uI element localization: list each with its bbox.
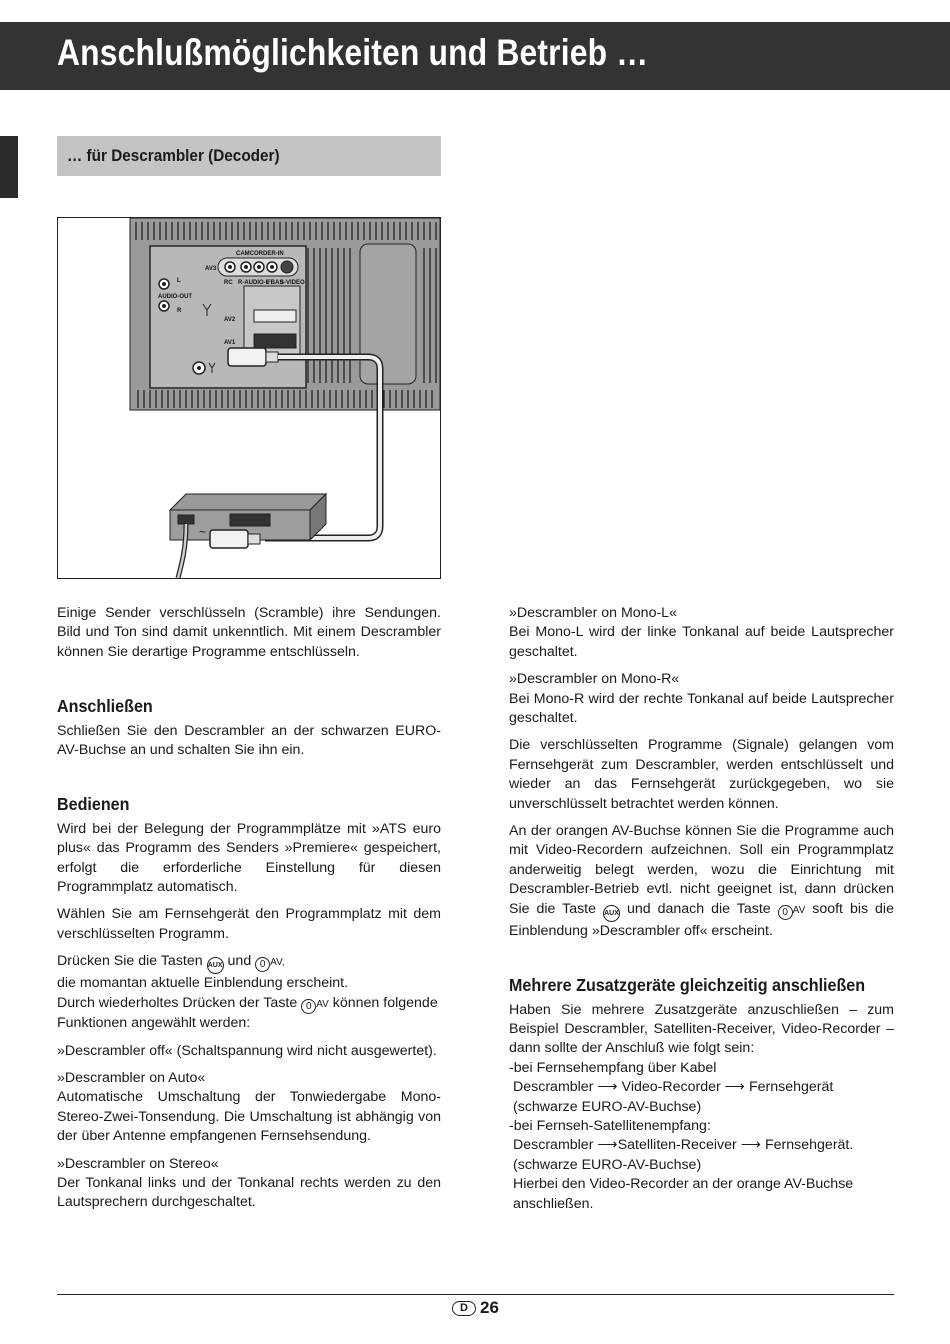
orange-av-paragraph: An der orangen AV-Buchse können Sie die Programme auch mit Video-Recordern aufzeichnen. Soll ein Programmplatz anderweitig belegt werden, wozu die Einrichtung mit Descrambler-Betrieb evtl. nicht geeignet ist, dann drücken Sie die Taste AUX und danach die Taste 0 AV sooft bis die Einblendung »Descrambler off« erscheint.: [509, 823, 894, 939]
label-av1: AV1: [224, 340, 236, 346]
section-tab-marker: [0, 136, 18, 198]
left-column: [57, 604, 441, 1221]
label-s-video: S-VIDEO: [280, 280, 305, 286]
anschliessen-paragraph: Schließen Sie den Descrambler an der schwarzen EURO-AV-Buchse an und schalten Sie ihn ein.: [57, 722, 441, 759]
cable-note: (schwarze EURO-AV-Buchse): [513, 1098, 702, 1115]
heading-bedienen: Bedienen: [57, 794, 130, 815]
svg-text:~: ~: [199, 525, 207, 539]
label-audio-l: L: [177, 278, 181, 284]
label-r-audio-l: R-AUDIO-L: [238, 280, 270, 286]
bedienen-paragraph-1: Wird bei der Belegung der Programmplätze mit »ATS euro plus« das Programm des Senders »Premiere« gespeichert, erfolgt die erforderliche Einstellung für diesen Programmplatz automatisch.: [57, 820, 441, 896]
satellite-chain: Descrambler ⟶Satelliten-Receiver ⟶ Fernsehgerät.: [513, 1137, 854, 1154]
label-audio-r: R: [177, 308, 182, 314]
page-number: D 26: [452, 1298, 499, 1318]
satellite-heading: -bei Fernseh-Satellitenempfang:: [509, 1117, 711, 1134]
satellite-hint: Hierbei den Video-Recorder an der orange AV-Buchse anschließen.: [513, 1176, 854, 1212]
aux-key-icon: AUX: [207, 957, 224, 974]
section-bar: [57, 136, 441, 176]
zero-key-icon: 0: [301, 999, 316, 1014]
bedienen-paragraph-2: Wählen Sie am Fernsehgerät den Programmplatz mit dem verschlüsselten Programm.: [57, 906, 441, 942]
label-rc: RC: [224, 280, 233, 286]
cable-heading: -bei Fernsehempfang über Kabel: [509, 1059, 717, 1076]
option-stereo: »Descrambler on Stereo« Der Tonkanal links und der Tonkanal rechts werden zu den Lautsprechern durchgeschaltet.: [57, 1155, 441, 1211]
label-camcorder-in: CAMCORDER-IN: [236, 251, 284, 257]
section-title: … für Descrambler (Decoder): [67, 146, 280, 165]
label-av3: AV3: [205, 266, 217, 272]
satellite-note: (schwarze EURO-AV-Buchse): [513, 1156, 702, 1173]
page-header: [0, 22, 950, 90]
connection-illustration: [58, 218, 440, 578]
option-off: »Descrambler off« (Schaltspannung wird nicht ausgewertet).: [57, 1042, 437, 1059]
press-keys-paragraph: Drücken Sie die Tasten AUX und 0 AV, die momantan aktuelle Einblendung erscheint. Durch wiederholtes Drücken der Taste 0 AV können folgende Funktionen angewählt werden:: [57, 953, 438, 1032]
intro-paragraph: Einige Sender verschlüsseln (Scramble) ihre Sendungen. Bild und Ton sind damit unkenntlich. Mit einem Descrambler können Sie derartige Programme entschlüsseln.: [57, 605, 441, 660]
footer-rule: [57, 1294, 894, 1295]
aux-key-icon: AUX: [603, 905, 620, 922]
label-fbas: FBAS: [267, 280, 284, 286]
heading-anschliessen: Anschließen: [57, 696, 153, 717]
option-mono-r: »Descrambler on Mono-R« Bei Mono-R wird der rechte Tonkanal auf beide Lautsprecher geschaltet.: [509, 671, 894, 727]
heading-mehrere: Mehrere Zusatzgeräte gleichzeitig anschließen: [509, 975, 866, 996]
zero-key-icon: 0: [255, 957, 270, 972]
label-av2: AV2: [224, 317, 236, 323]
page-title: Anschlußmöglichkeiten und Betrieb …: [57, 32, 649, 73]
mehrere-intro: Haben Sie mehrere Zusatzgeräte anzuschließen – zum Beispiel Descrambler, Satelliten-Receiver, Video-Recorder – dann sollte der Anschluß wie folgt sein:: [509, 1001, 894, 1057]
zero-key-icon: 0: [778, 905, 793, 920]
option-mono-l: »Descrambler on Mono-L« Bei Mono-L wird der linke Tonkanal auf beide Lautsprecher geschaltet.: [509, 605, 894, 660]
label-audio-out: AUDIO-OUT: [158, 294, 192, 300]
connection-list: [509, 1059, 894, 1214]
cable-chain: Descrambler ⟶ Video-Recorder ⟶ Fernsehgerät: [513, 1079, 834, 1096]
signals-paragraph: Die verschlüsselten Programme (Signale) gelangen vom Fernsehgerät zum Descrambler, werden entschlüsselt und wieder an das Fernsehgerät zurückgegeben, wo sie unverschlüsselt betrachtet werden können.: [509, 737, 894, 812]
connection-diagram: [57, 217, 441, 579]
right-column: [509, 604, 894, 1214]
language-badge: D: [452, 1301, 476, 1316]
option-auto: »Descrambler on Auto« Automatische Umschaltung der Tonwiedergabe Mono-Stereo-Zwei-Tonsendung. Die Umschaltung ist abhängig von der über Antenne empfangenen Fernsehsendung.: [57, 1069, 441, 1145]
